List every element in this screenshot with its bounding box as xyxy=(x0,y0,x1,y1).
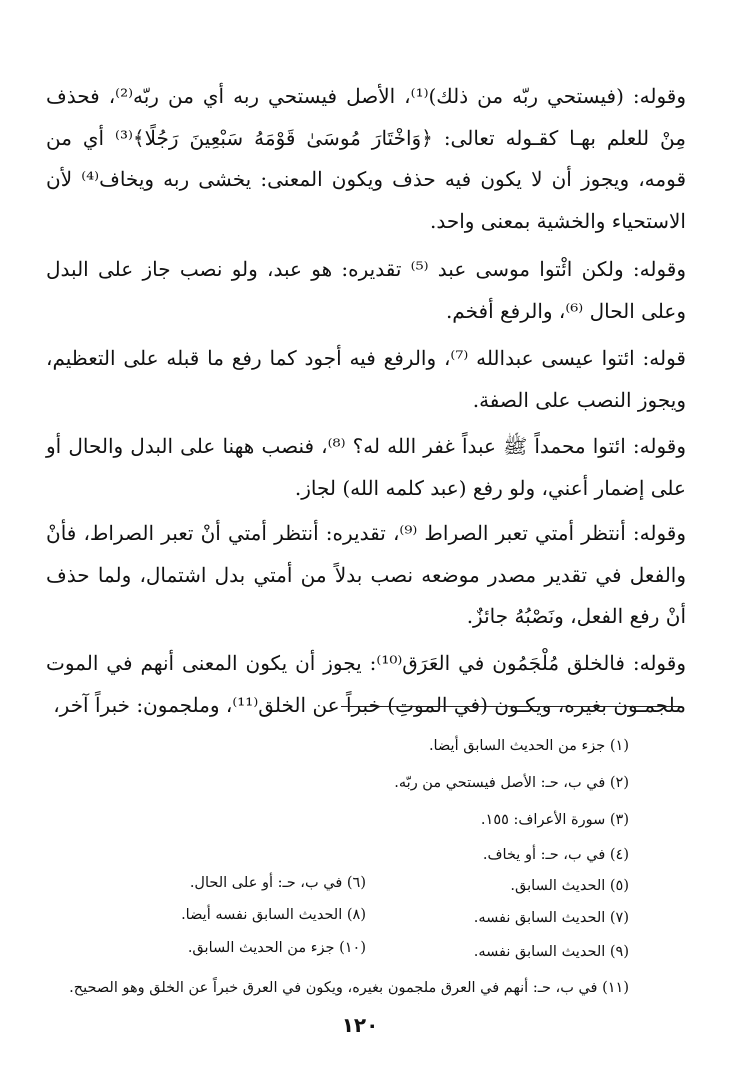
footnote-6: (٦) في ب، حـ: أو على الحال. xyxy=(189,875,366,891)
footnote-7: (٧) الحديث السابق نفسه. xyxy=(473,910,629,926)
footnote-9: (٩) الحديث السابق نفسه. xyxy=(473,944,629,960)
footnote-1: (١) جزء من الحديث السابق أيضا. xyxy=(428,738,629,754)
paragraph-4: وقوله: ائتوا محمداً ﷺ عبداً غفر الله له؟ ⁽⁸⁾، فنصب ههنا على البدل والحال أو على إضمار أعني، ولو رفع (عبد كلمه الله) لجاز. xyxy=(46,434,687,500)
footnote-4: (٤) في ب، حـ: أو يخاف. xyxy=(482,847,629,863)
footnote-separator xyxy=(341,706,682,707)
footnote-8: (٨) الحديث السابق نفسه أيضا. xyxy=(181,907,366,923)
paragraph-2: وقوله: ولكن ائْتوا موسى عبد ⁽⁵⁾ تقديره: هو عبد، ولو نصب جاز على البدل وعلى الحال ⁽⁶⁾، والرفع أفخم. xyxy=(46,257,686,323)
footnote-10: (١٠) جزء من الحديث السابق. xyxy=(187,940,366,956)
footnote-11: (١١) في ب، حـ: أنهم في العرق ملجمون بغيره، ويكون في العرق خبراً عن الخلق وهو الصحيح. xyxy=(69,980,629,996)
footnote-5: (٥) الحديث السابق. xyxy=(510,878,629,894)
footnote-2: (٢) في ب، حـ: الأصل فيستحي من ربّه. xyxy=(394,775,629,791)
paragraph-6: وقوله: فالخلق مُلْجَمُون في العَرَق⁽¹⁰⁾: يجوز أن يكون المعنى أنهم في الموت ملجمـون بغيره، ويكـون (في الموتِ) خبراً عن الخلق⁽¹¹⁾، وملجمون: خبراً آخر، xyxy=(46,651,686,717)
paragraph-5: وقوله: أنتظر أمتي تعبر الصراط ⁽⁹⁾، تقديره: أنتظر أمتي أنْ تعبر الصراط، فأنْ والفعل في تقدير مصدر موضعه نصب بدلاً من أمتي بدل اشتمال، ولما حذف أنْ رفع الفعل، ونَصْبُهُ جائزٌ. xyxy=(46,521,686,628)
footnote-3: (٣) سورة الأعراف: ١٥٥. xyxy=(480,812,629,828)
paragraph-3: قوله: ائتوا عيسى عبدالله ⁽⁷⁾، والرفع فيه أجود كما رفع ما قبله على التعظيم، ويجوز النصب على الصفة. xyxy=(46,346,686,412)
page-number: ١٢٠ xyxy=(341,1013,379,1037)
paragraph-1: وقوله: (فيستحي ربّه من ذلك)⁽¹⁾، الأصل فيستحي ربه أي من ربّه⁽²⁾، فحذف مِنْ للعلم بهـا كقـوله تعالى: ﴿وَاخْتَارَ مُوسَىٰ قَوْمَهُ سَبْعِينَ رَجُلًا﴾⁽³⁾ أي من قومه، ويجوز أن لا يكون فيه حذف ويكون المعنى: يخشى ربه ويخاف⁽⁴⁾ لأن الاستحياء والخشية بمعنى واحد. xyxy=(46,84,687,233)
